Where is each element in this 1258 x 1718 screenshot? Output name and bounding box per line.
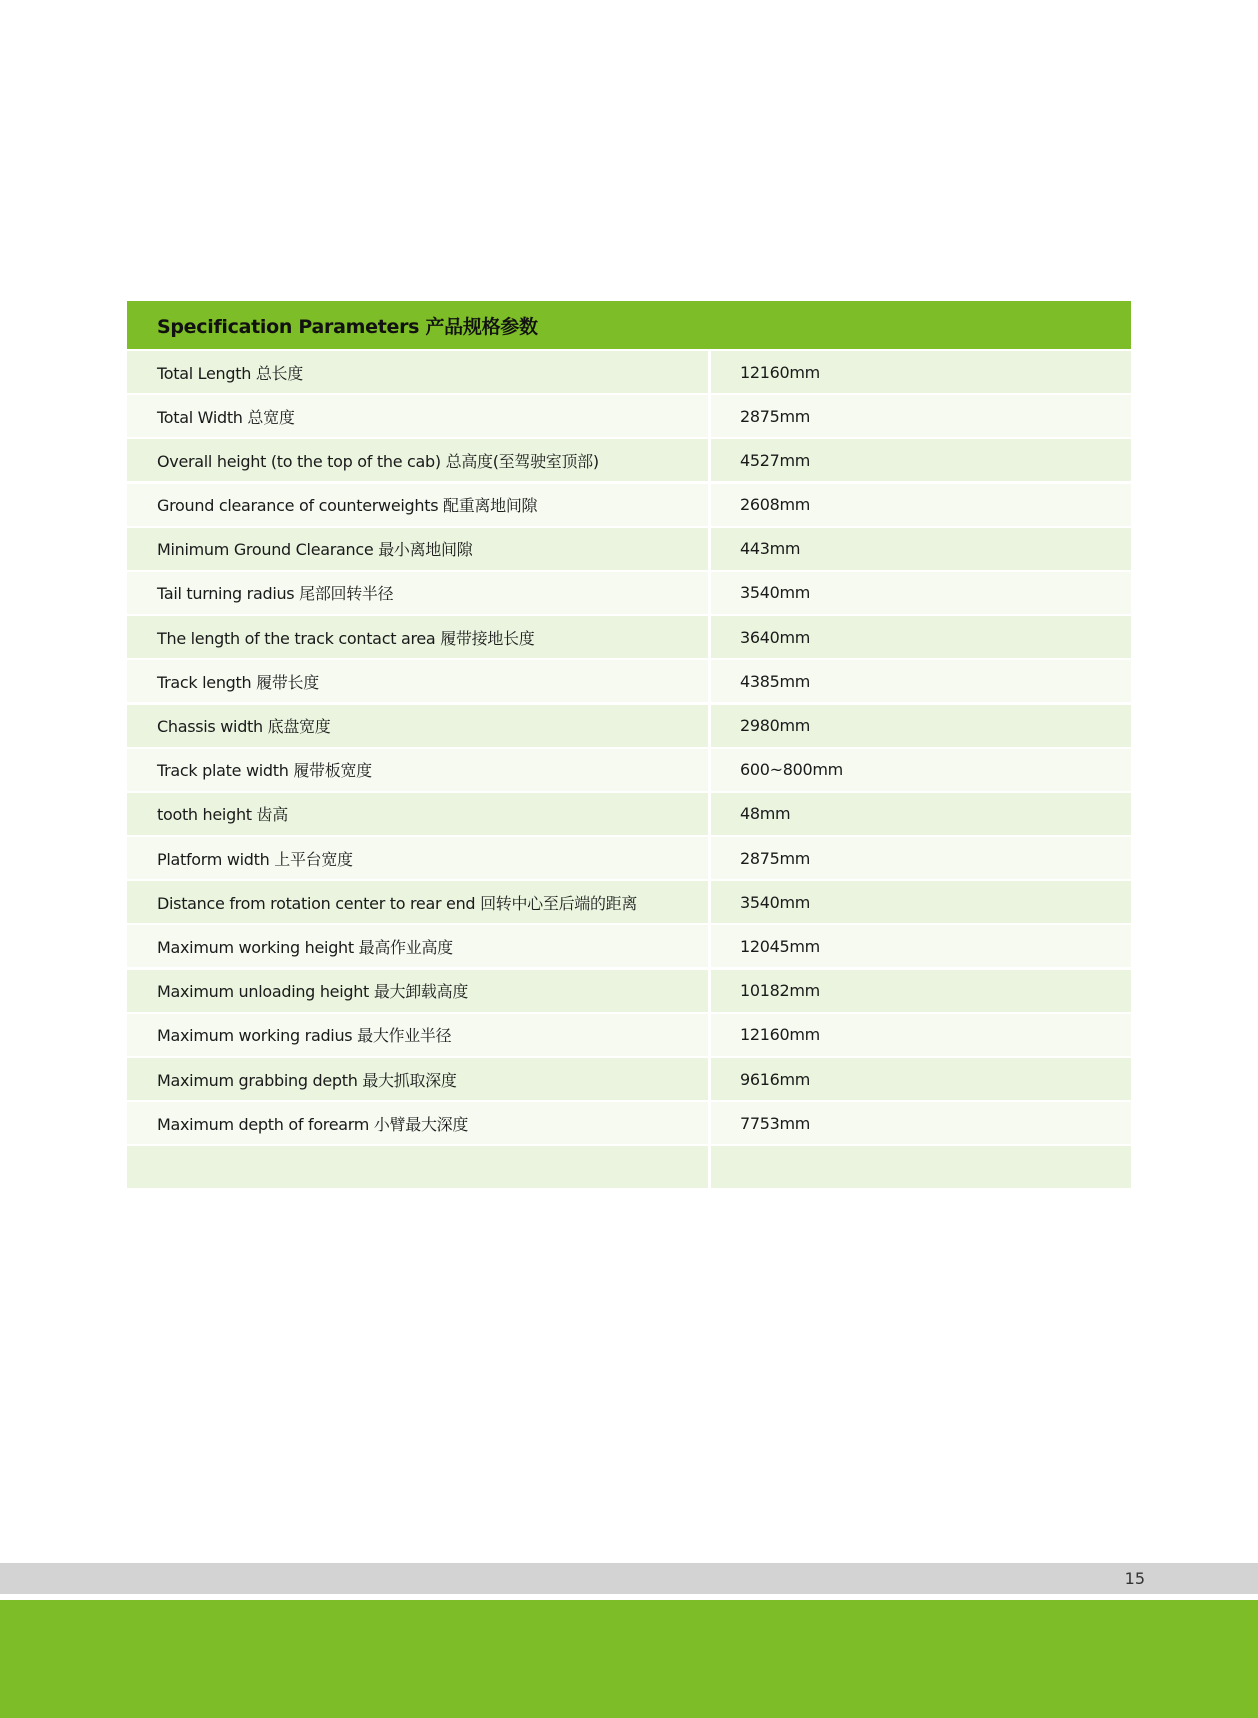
spec-value: 4385mm [711,660,1131,702]
spec-label: Maximum working height 最高作业高度 [127,925,708,967]
table-row [127,925,1131,967]
spec-label: Total Length 总长度 [127,351,708,393]
spec-value: 443mm [711,528,1131,570]
table-row [127,351,1131,393]
spec-value: 2608mm [711,484,1131,526]
spec-value: 48mm [711,793,1131,835]
spec-value: 7753mm [711,1102,1131,1144]
spec-value: 2875mm [711,395,1131,437]
spec-label: Chassis width 底盘宽度 [127,705,708,747]
spec-value: 3540mm [711,881,1131,923]
page-number: 15 [1124,1569,1145,1588]
spec-label: Track length 履带长度 [127,660,708,702]
spec-value [711,1146,1131,1188]
spec-value: 12045mm [711,925,1131,967]
spec-label: The length of the track contact area 履带接地长度 [127,616,708,658]
spec-label: Platform width 上平台宽度 [127,837,708,879]
spec-value: 2875mm [711,837,1131,879]
spec-value: 3540mm [711,572,1131,614]
spec-label: Track plate width 履带板宽度 [127,749,708,791]
spec-value: 12160mm [711,1014,1131,1056]
spec-value: 4527mm [711,439,1131,481]
spec-value: 600~800mm [711,749,1131,791]
table-row [127,749,1131,791]
table-row [127,881,1131,923]
table-row [127,439,1131,481]
spec-label: Maximum grabbing depth 最大抓取深度 [127,1058,708,1100]
spec-value: 12160mm [711,351,1131,393]
spec-value: 10182mm [711,970,1131,1012]
table-row [127,837,1131,879]
spec-value: 9616mm [711,1058,1131,1100]
spec-label: Distance from rotation center to rear end 回转中心至后端的距离 [127,881,708,923]
spec-label: Maximum working radius 最大作业半径 [127,1014,708,1056]
spec-label: Ground clearance of counterweights 配重离地间隙 [127,484,708,526]
table-row [127,660,1131,702]
table-row [127,970,1131,1012]
table-row [127,1058,1131,1100]
spec-table [127,301,1131,1188]
table-title: Specification Parameters 产品规格参数 [127,301,1131,349]
spec-value: 3640mm [711,616,1131,658]
table-row [127,484,1131,526]
footer-green-band [0,1600,1258,1718]
spec-label [127,1146,708,1188]
spec-label: tooth height 齿高 [127,793,708,835]
spec-label: Tail turning radius 尾部回转半径 [127,572,708,614]
footer-bar [0,1563,1258,1594]
table-row [127,1146,1131,1188]
table-row [127,528,1131,570]
spec-label: Maximum unloading height 最大卸载高度 [127,970,708,1012]
table-row [127,616,1131,658]
table-row [127,705,1131,747]
table-row [127,572,1131,614]
spec-label: Total Width 总宽度 [127,395,708,437]
spec-value: 2980mm [711,705,1131,747]
table-row [127,793,1131,835]
spec-label: Maximum depth of forearm 小臂最大深度 [127,1102,708,1144]
table-row [127,1014,1131,1056]
table-body [127,351,1131,1188]
table-row [127,395,1131,437]
spec-label: Minimum Ground Clearance 最小离地间隙 [127,528,708,570]
table-row [127,1102,1131,1144]
spec-label: Overall height (to the top of the cab) 总高度(至驾驶室顶部) [127,439,708,481]
